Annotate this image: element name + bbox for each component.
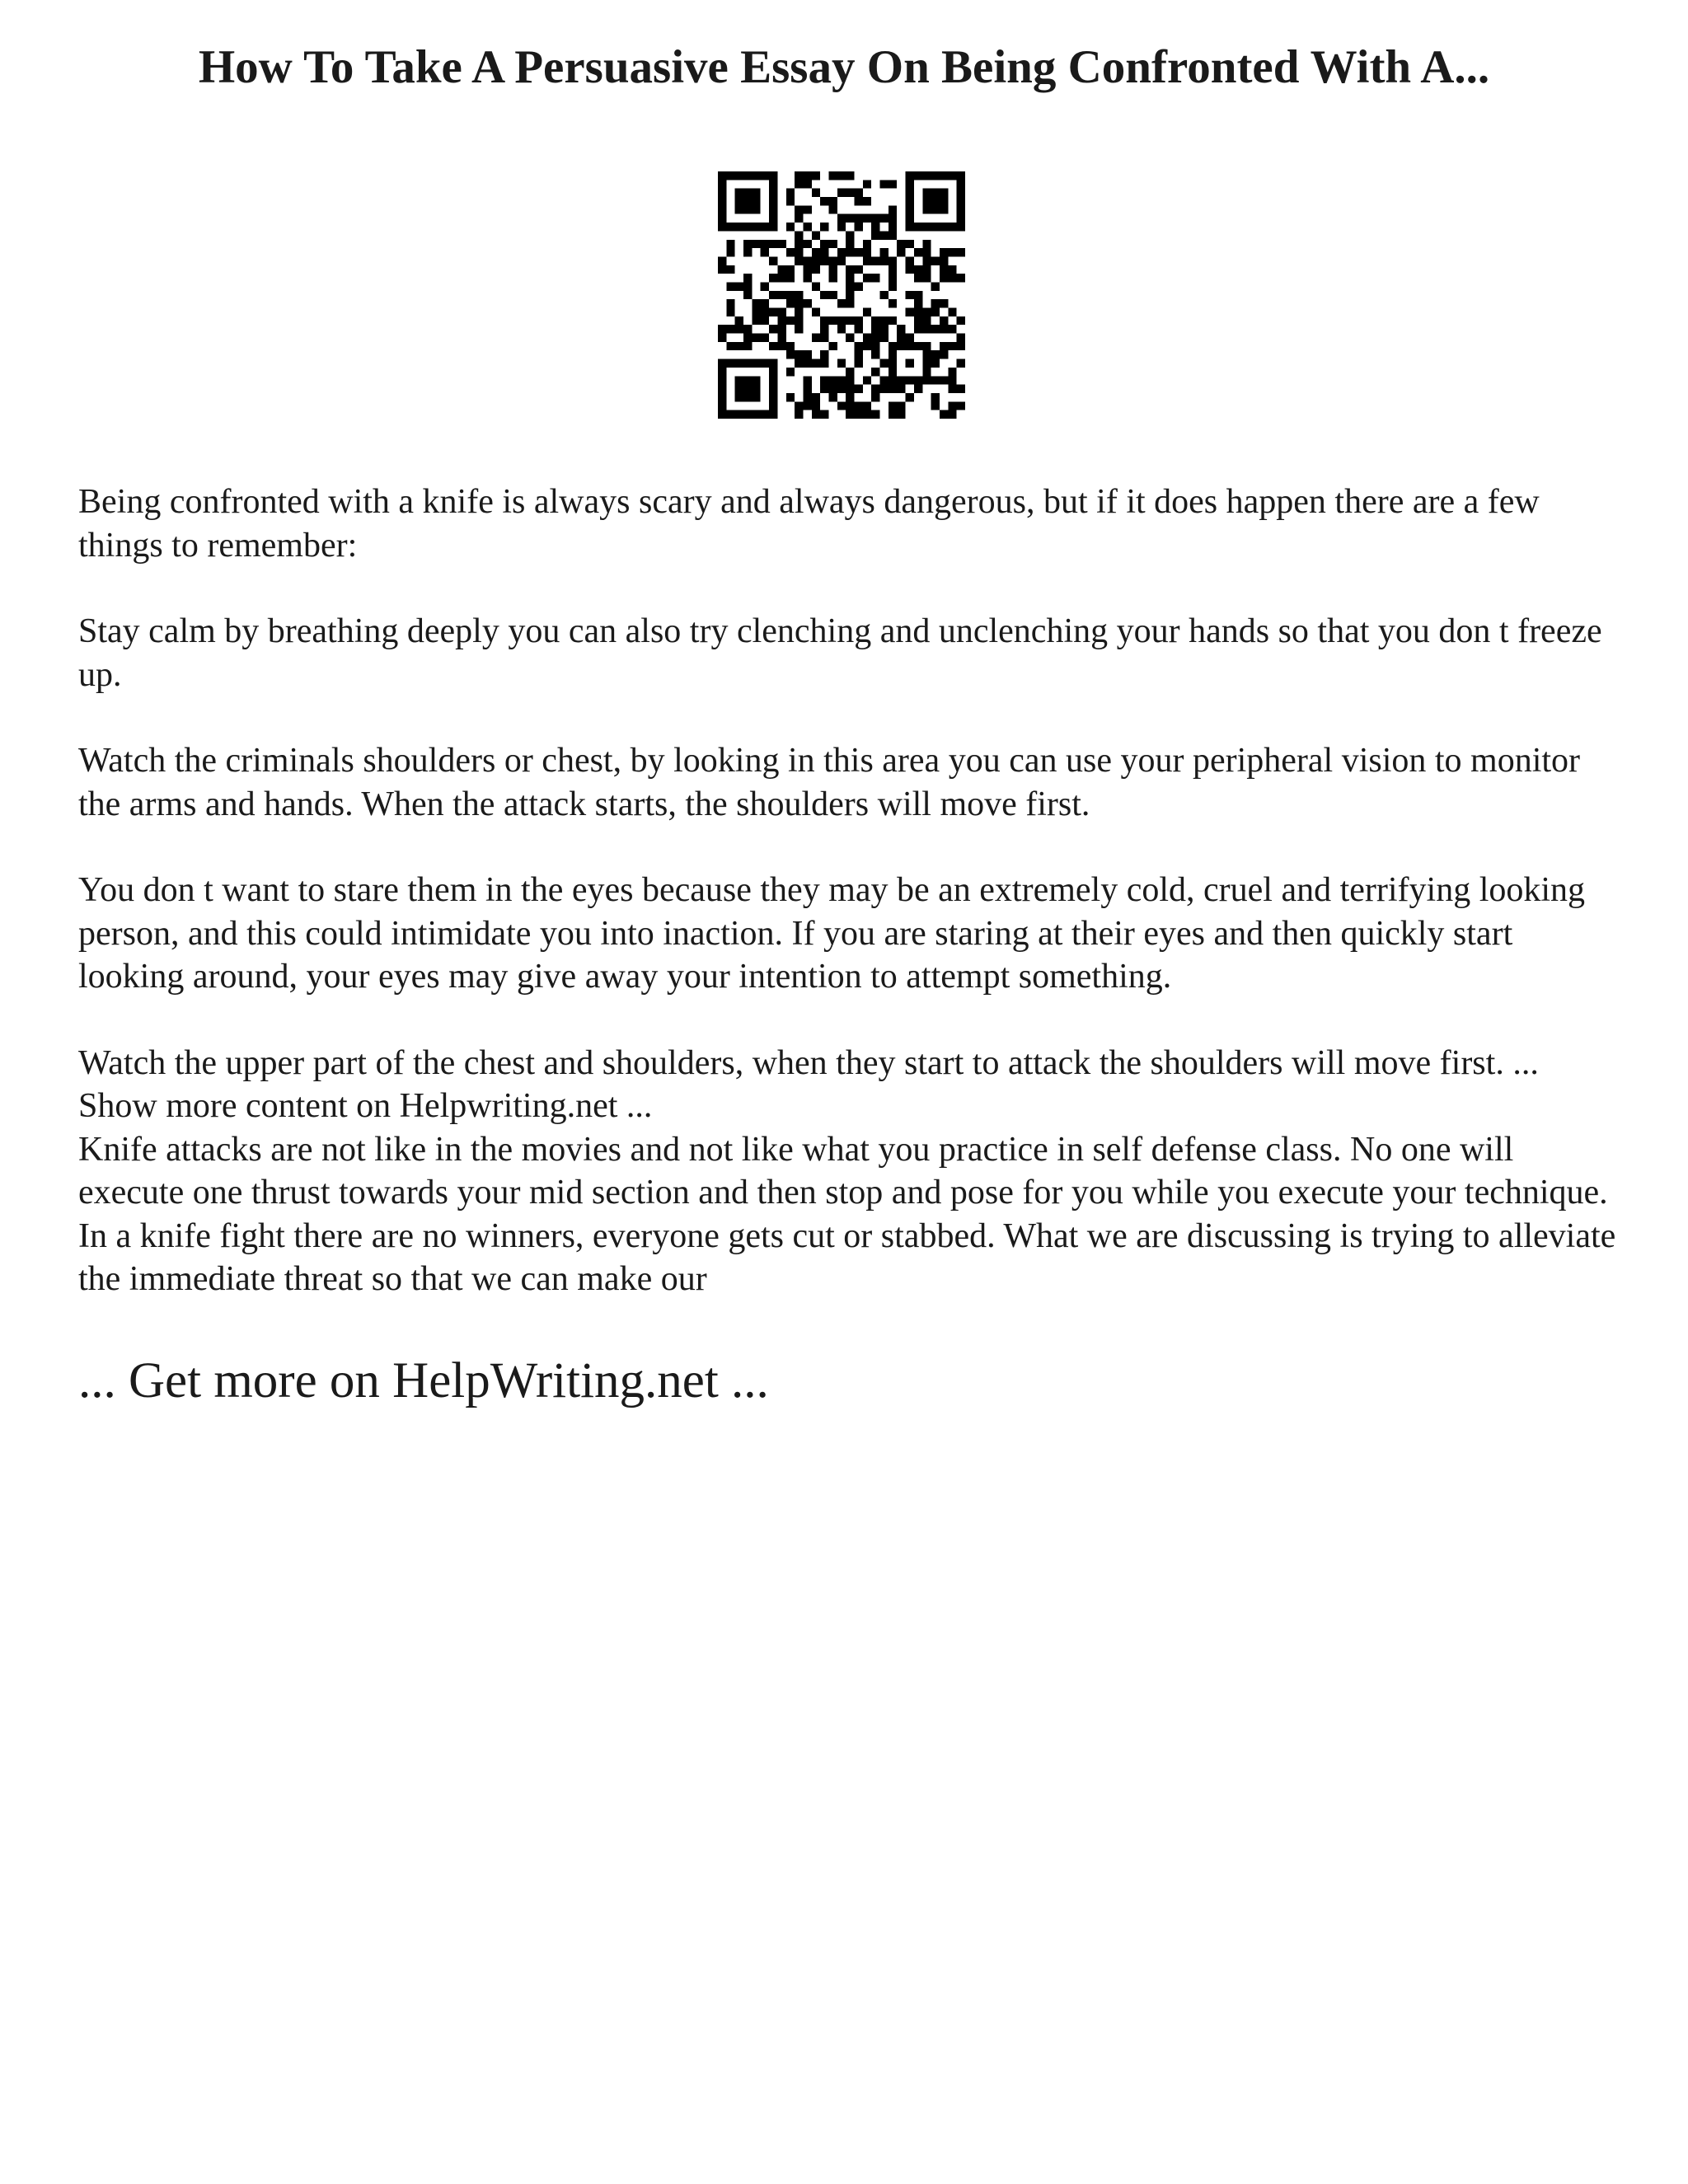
paragraph-upper-chest: Watch the upper part of the chest and shoulders, when they start to attack the shoulders will move first. ... Show more content on Helpwriting.net ... — [78, 1043, 1539, 1125]
paragraph-intro: Being confronted with a knife is always scary and always dangerous, but if it does happen there are a few things to remember: — [78, 483, 1540, 565]
get-more-link[interactable]: ... Get more on HelpWriting.net ... — [78, 1353, 769, 1408]
qr-alignment-dot — [906, 359, 914, 368]
page-title: How To Take A Persuasive Essay On Being Confronted With A... — [198, 41, 1490, 93]
essay-body — [78, 480, 1620, 1301]
paragraph-stay-calm: Stay calm by breathing deeply you can also try clenching and unclenching your hands so that you don t freeze up. — [78, 612, 1602, 694]
paragraph-eyes: You don t want to stare them in the eyes because they may be an extremely cold, cruel and terrifying looking person, and this could intimidate you into inaction. If you are staring at their eyes and then quickly start looking around, your eyes may give away your intention to attempt something. — [78, 871, 1586, 996]
qr-code-icon — [718, 171, 965, 419]
paragraph-watch-shoulders: Watch the criminals shoulders or chest, by looking in this area you can use your peripheral vision to monitor the arms and hands. When the attack starts, the shoulders will move first. — [78, 742, 1581, 823]
qr-code-graphic — [718, 171, 965, 419]
paragraph-knife-attacks: Knife attacks are not like in the movies and not like what you practice in self defense class. No one will execute one thrust towards your mid section and then stop and pose for you while you execute your technique. In a knife fight there are no winners, everyone gets cut or stabbed. What we are discussing is trying to alleviate the immediate threat so that we can make our — [78, 1130, 1616, 1298]
